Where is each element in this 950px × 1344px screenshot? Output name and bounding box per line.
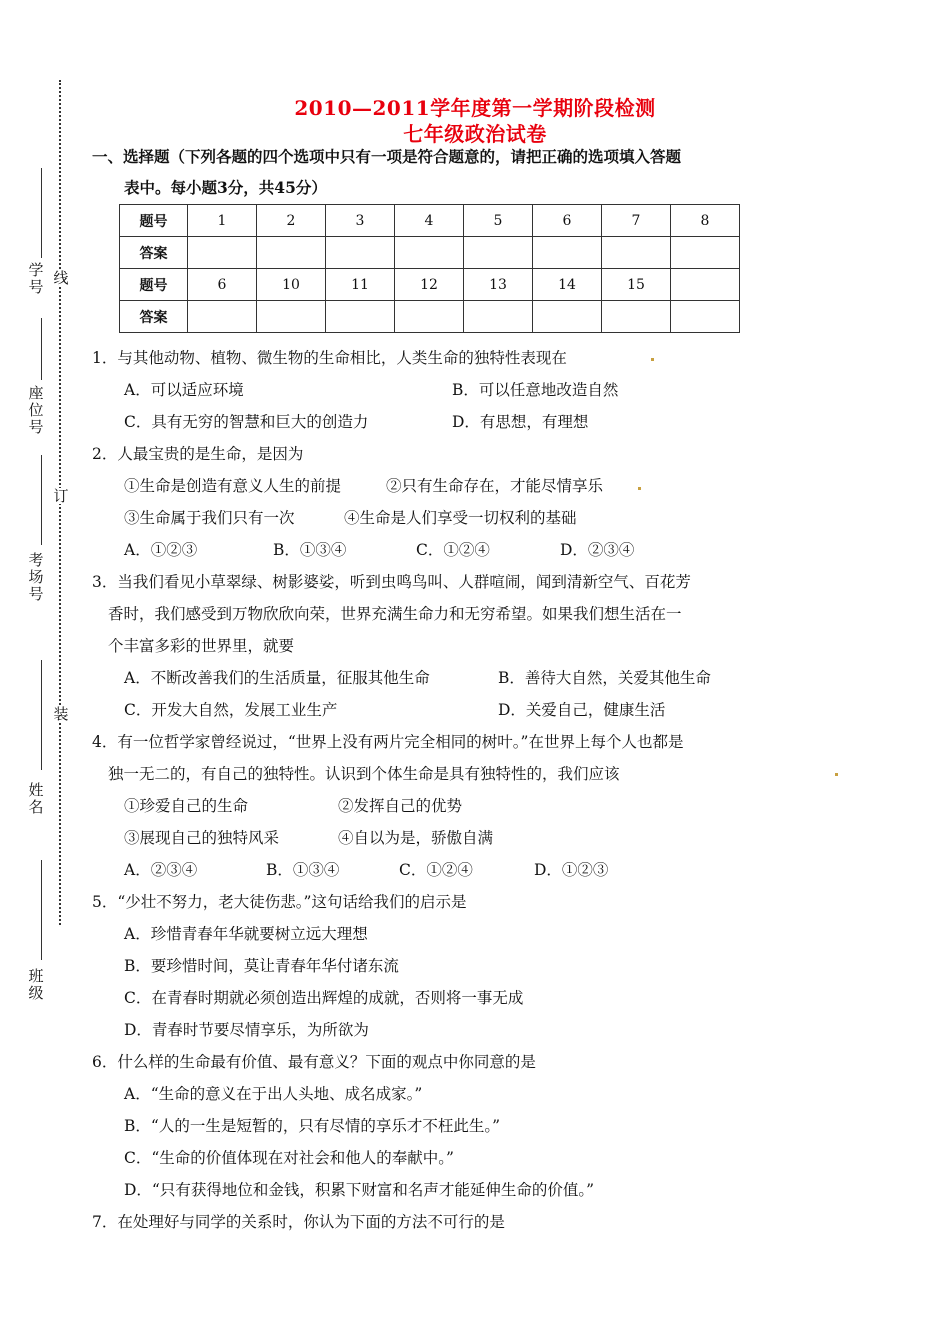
answer-cell[interactable] <box>326 237 395 269</box>
name-label: 姓名 <box>28 781 44 816</box>
table-header-cell: 题号 <box>120 269 188 301</box>
class-label: 班级 <box>28 967 44 1002</box>
option: B．善待大自然，关爱其他生命 <box>498 669 711 687</box>
option: D．②③④ <box>560 541 635 559</box>
option: D．有思想，有理想 <box>452 413 589 431</box>
answer-cell[interactable] <box>671 237 740 269</box>
statement: ②发挥自己的优势 <box>338 797 463 815</box>
fill-line <box>41 318 42 380</box>
statement: ①生命是创造有意义人生的前提 <box>124 477 342 495</box>
option: B．可以任意地改造自然 <box>452 381 619 399</box>
question-number-cell: 11 <box>326 269 395 301</box>
question-3-stem: 3．当我们看见小草翠绿、树影婆娑，听到虫鸣鸟叫、人群喧闹，闻到清新空气、百花芳 <box>92 573 691 591</box>
exam-room-label: 考场号 <box>28 551 44 603</box>
option: B．“人的一生是短暂的，只有尽情的享乐才不枉此生。” <box>124 1117 500 1135</box>
option: A．“生命的意义在于出人头地、成名成家。” <box>124 1085 423 1103</box>
table-row <box>120 205 740 237</box>
statement: ②只有生命存在，才能尽情享乐 <box>386 477 604 495</box>
option: A．珍惜青春年华就要树立远大理想 <box>124 925 368 943</box>
cut-mark-line: 线 <box>53 269 69 287</box>
fill-line <box>41 660 42 770</box>
question-number-cell: 7 <box>602 205 671 237</box>
statement: ④自以为是，骄傲自满 <box>338 829 494 847</box>
answer-cell[interactable] <box>533 237 602 269</box>
question-1-stem: 1．与其他动物、植物、微生物的生命相比，人类生命的独特性表现在 <box>92 349 567 367</box>
fill-line <box>41 860 42 960</box>
scan-speck <box>835 773 838 776</box>
option: A．不断改善我们的生活质量，征服其他生命 <box>124 669 430 687</box>
option: D．青春时节要尽情享乐，为所欲为 <box>124 1021 369 1039</box>
option: D．“只有获得地位和金钱，积累下财富和名声才能延伸生命的价值。” <box>124 1181 595 1199</box>
student-id-label: 学号 <box>28 261 44 296</box>
question-7-stem: 7．在处理好与同学的关系时，你认为下面的方法不可行的是 <box>92 1213 505 1231</box>
answer-cell[interactable] <box>326 301 395 333</box>
table-header-cell: 答案 <box>120 301 188 333</box>
option: C．①②④ <box>399 861 473 879</box>
answer-cell[interactable] <box>257 301 326 333</box>
seat-number-label: 座位号 <box>28 384 44 436</box>
question-number-cell <box>671 269 740 301</box>
table-row <box>120 301 740 333</box>
answer-cell[interactable] <box>464 301 533 333</box>
question-number-cell: 6 <box>188 269 257 301</box>
table-row <box>120 237 740 269</box>
question-number-cell: 6 <box>533 205 602 237</box>
option: C．①②④ <box>416 541 490 559</box>
option: B．①③④ <box>273 541 347 559</box>
scan-speck <box>638 487 641 490</box>
question-6-stem: 6．什么样的生命最有价值、最有意义？下面的观点中你同意的是 <box>92 1053 536 1071</box>
option: D．①②③ <box>534 861 609 879</box>
cut-mark-fold: 装 <box>53 705 69 723</box>
option: B．要珍惜时间，莫让青春年华付诸东流 <box>124 957 399 975</box>
fill-line <box>41 455 42 545</box>
question-4-stem-cont: 独一无二的，有自己的独特性。认识到个体生命是具有独特性的，我们应该 <box>108 765 620 783</box>
answer-cell[interactable] <box>257 237 326 269</box>
answer-cell[interactable] <box>464 237 533 269</box>
question-4-stem: 4．有一位哲学家曾经说过，“世界上没有两片完全相同的树叶。”在世界上每个人也都是 <box>92 733 684 751</box>
option: C．“生命的价值体现在对社会和他人的奉献中。” <box>124 1149 454 1167</box>
option: A．②③④ <box>124 861 198 879</box>
question-number-cell: 14 <box>533 269 602 301</box>
answer-cell[interactable] <box>533 301 602 333</box>
exam-subtitle: 七年级政治试卷 <box>403 122 547 146</box>
answer-table <box>119 204 740 333</box>
table-row <box>120 269 740 301</box>
table-header-cell: 答案 <box>120 237 188 269</box>
section-heading-cont: 表中。每小题3分，共45分） <box>124 178 327 197</box>
exam-title: 2010—2011学年度第一学期阶段检测 <box>294 96 656 120</box>
answer-cell[interactable] <box>188 301 257 333</box>
question-number-cell: 5 <box>464 205 533 237</box>
option: C．开发大自然，发展工业生产 <box>124 701 338 719</box>
question-number-cell: 10 <box>257 269 326 301</box>
question-3-stem-cont: 个丰富多彩的世界里，就要 <box>108 637 295 655</box>
answer-cell[interactable] <box>395 301 464 333</box>
question-number-cell: 2 <box>257 205 326 237</box>
scan-speck <box>651 358 654 361</box>
option: B．①③④ <box>266 861 340 879</box>
section-heading: 一、选择题（下列各题的四个选项中只有一项是符合题意的，请把正确的选项填入答题 <box>92 147 682 166</box>
answer-cell[interactable] <box>395 237 464 269</box>
statement: ④生命是人们享受一切权利的基础 <box>344 509 577 527</box>
question-number-cell: 4 <box>395 205 464 237</box>
option: D．关爱自己，健康生活 <box>498 701 666 719</box>
statement: ③展现自己的独特风采 <box>124 829 280 847</box>
question-number-cell: 3 <box>326 205 395 237</box>
answer-cell[interactable] <box>602 301 671 333</box>
question-number-cell: 1 <box>188 205 257 237</box>
option: A．①②③ <box>124 541 198 559</box>
question-number-cell: 12 <box>395 269 464 301</box>
statement: ①珍爱自己的生命 <box>124 797 249 815</box>
statement: ③生命属于我们只有一次 <box>124 509 295 527</box>
question-number-cell: 8 <box>671 205 740 237</box>
option: C．具有无穷的智慧和巨大的创造力 <box>124 413 369 431</box>
answer-cell[interactable] <box>188 237 257 269</box>
answer-cell[interactable] <box>671 301 740 333</box>
table-header-cell: 题号 <box>120 205 188 237</box>
question-number-cell: 15 <box>602 269 671 301</box>
cut-mark-bind: 订 <box>53 487 69 505</box>
question-3-stem-cont: 香时，我们感受到万物欣欣向荣，世界充满生命力和无穷希望。如果我们想生活在一 <box>108 605 682 623</box>
answer-cell[interactable] <box>602 237 671 269</box>
question-number-cell: 13 <box>464 269 533 301</box>
fill-line <box>41 168 42 258</box>
option: A．可以适应环境 <box>124 381 244 399</box>
option: C．在青春时期就必须创造出辉煌的成就，否则将一事无成 <box>124 989 524 1007</box>
question-5-stem: 5．“少壮不努力，老大徒伤悲。”这句话给我们的启示是 <box>92 893 467 911</box>
question-2-stem: 2．人最宝贵的是生命，是因为 <box>92 445 304 463</box>
